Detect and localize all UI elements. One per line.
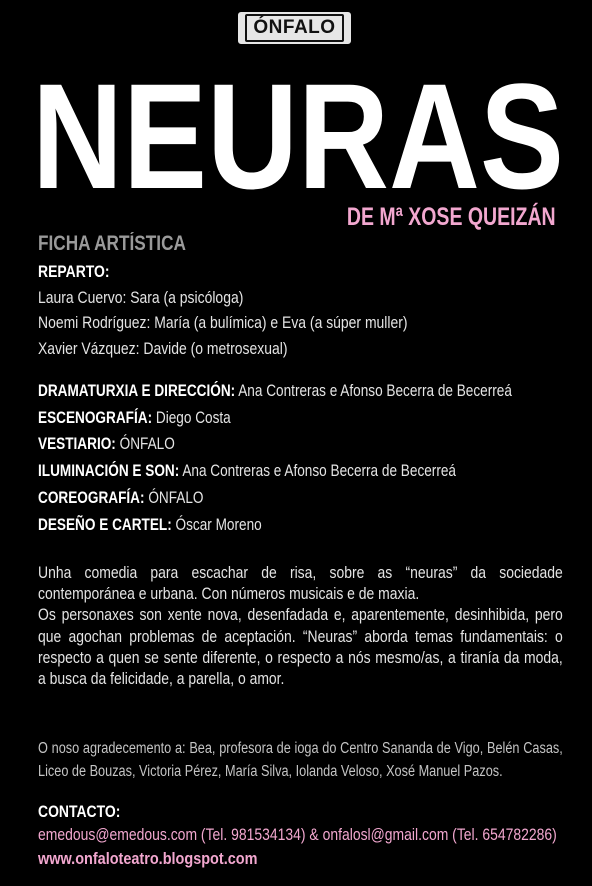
cast-line: Xavier Vázquez: Davide (o metrosexual) bbox=[38, 339, 288, 358]
poster-title-container bbox=[28, 52, 568, 202]
credit-key: DESEÑO E CARTEL: bbox=[38, 515, 172, 534]
credit-value: Ana Contreras e Afonso Becerra de Becerreá bbox=[182, 461, 456, 480]
credit-value: Óscar Moreno bbox=[175, 515, 262, 534]
credit-value: ÓNFALO bbox=[148, 488, 204, 507]
description bbox=[38, 562, 563, 689]
credit-line bbox=[38, 434, 175, 454]
cast-line: Noemi Rodríguez: María (a bulímica) e Eva (a súper muller) bbox=[38, 313, 408, 332]
credit-key: ESCENOGRAFÍA: bbox=[38, 408, 153, 427]
credit-key: VESTIARIO: bbox=[38, 434, 116, 453]
credit-key: COREOGRAFÍA: bbox=[38, 488, 145, 507]
logo-text: ÓNFALO bbox=[245, 14, 343, 42]
description-paragraph: Unha comedia para escachar de risa, sobre as “neuras” da sociedade contemporánea e urbana. Con números musicais e de maxia. bbox=[38, 563, 563, 604]
credit-line bbox=[38, 488, 204, 508]
credit-line bbox=[38, 515, 262, 535]
poster-title: NEURAS bbox=[32, 52, 564, 202]
poster-title-svg bbox=[28, 52, 568, 202]
credit-value: ÓNFALO bbox=[119, 434, 175, 453]
ficha-heading: FICHA ARTÍSTICA bbox=[38, 232, 186, 255]
credit-value: Ana Contreras e Afonso Becerra de Becerreá bbox=[238, 381, 512, 400]
contact-heading: CONTACTO: bbox=[38, 802, 121, 821]
reparto-heading: REPARTO: bbox=[38, 262, 110, 281]
contact-line: emedous@emedous.com (Tel. 981534134) & onfalosl@gmail.com (Tel. 654782286) bbox=[38, 825, 557, 844]
author-line: DE Mª XOSE QUEIZÁN bbox=[347, 203, 556, 231]
website-link[interactable]: www.onfaloteatro.blogspot.com bbox=[38, 849, 258, 868]
acknowledgements: O noso agradecemento a: Bea, profesora de ioga do Centro Sananda de Vigo, Belén Casas, Liceo de Bouzas, Victoria Pérez, María Silva, Iolanda Veloso, Xosé Manuel Pazos. bbox=[38, 740, 563, 780]
credit-line bbox=[38, 461, 456, 481]
cast-line: Laura Cuervo: Sara (a psicóloga) bbox=[38, 288, 244, 307]
credit-line bbox=[38, 408, 231, 428]
credit-line bbox=[38, 381, 512, 401]
credit-key: DRAMATURXIA E DIRECCIÓN: bbox=[38, 381, 236, 400]
credit-key: ILUMINACIÓN E SON: bbox=[38, 461, 180, 480]
onfalo-logo bbox=[238, 12, 351, 44]
description-paragraph: Os personaxes son xente nova, desenfadada e, aparentemente, desinhibida, pero que agochan problemas de aceptación. “Neuras” aborda temas fundamentais: o respecto a quen se sente diferente, o respecto a nós mesmo/as, a tiranía da moda, a busca da felicidade, a parella, o amor. bbox=[38, 605, 563, 689]
credit-value: Diego Costa bbox=[155, 408, 231, 427]
